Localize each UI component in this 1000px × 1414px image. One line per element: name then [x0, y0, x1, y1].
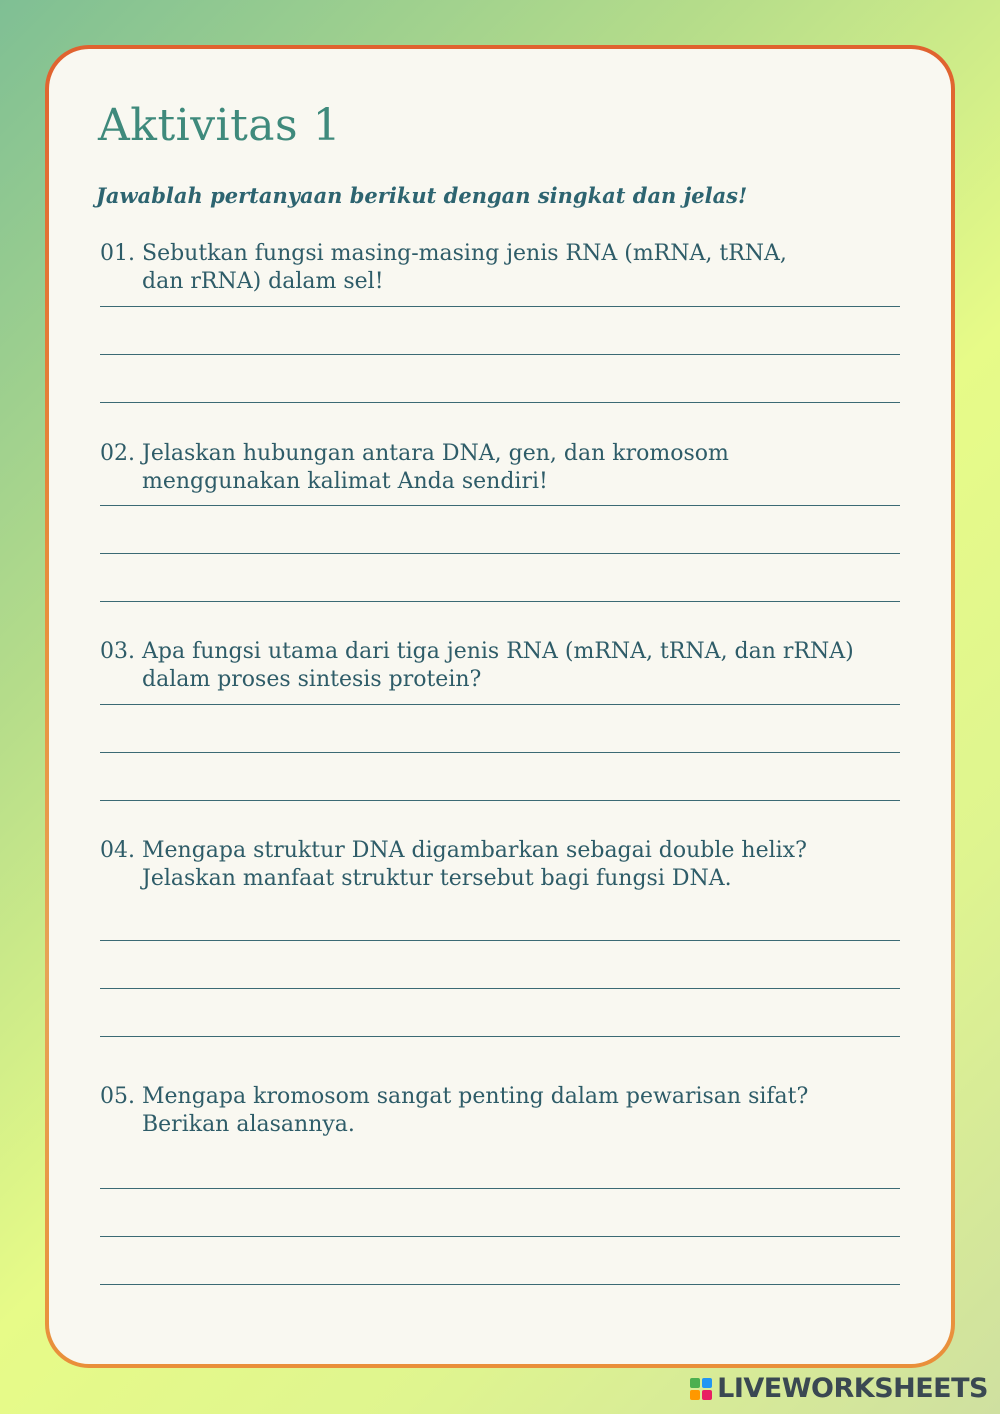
question-text: Sebutkan fungsi masing-masing jenis RNA (mRNA, tRNA, dan rRNA) dalam sel!: [142, 241, 787, 294]
question-number: 02.: [100, 441, 135, 466]
question-2: [100, 440, 900, 496]
question-number: 05.: [100, 1084, 135, 1109]
question-3: [100, 638, 900, 694]
answer-line[interactable]: [100, 800, 900, 801]
question-number: 04.: [100, 838, 135, 863]
answer-line[interactable]: [100, 306, 900, 307]
answer-line[interactable]: [100, 505, 900, 506]
answer-line[interactable]: [100, 988, 900, 989]
question-1: [100, 240, 900, 296]
answer-line[interactable]: [100, 601, 900, 602]
instruction-text: Jawablah pertanyaan berikut dengan singkat dan jelas!: [96, 183, 748, 208]
question-text: Jelaskan hubungan antara DNA, gen, dan kromosom menggunakan kalimat Anda sendiri!: [142, 441, 729, 494]
answer-line[interactable]: [100, 704, 900, 705]
question-5: [100, 1083, 900, 1139]
answer-line[interactable]: [100, 752, 900, 753]
answer-line[interactable]: [100, 1036, 900, 1037]
question-4: [100, 837, 900, 893]
question-text: Mengapa struktur DNA digambarkan sebagai double helix? Jelaskan manfaat struktur tersebut bagi fungsi DNA.: [142, 838, 807, 891]
answer-line[interactable]: [100, 1284, 900, 1285]
liveworksheets-brand[interactable]: [690, 1373, 988, 1404]
liveworksheets-logo-icon: [690, 1378, 712, 1400]
answer-line[interactable]: [100, 354, 900, 355]
answer-line[interactable]: [100, 1236, 900, 1237]
page-title: Aktivitas 1: [98, 100, 342, 151]
question-number: 03.: [100, 639, 135, 664]
question-text: Apa fungsi utama dari tiga jenis RNA (mRNA, tRNA, dan rRNA) dalam proses sintesis protein?: [142, 639, 854, 692]
answer-line[interactable]: [100, 1188, 900, 1189]
answer-line[interactable]: [100, 402, 900, 403]
answer-line[interactable]: [100, 553, 900, 554]
question-number: 01.: [100, 241, 135, 266]
answer-line[interactable]: [100, 940, 900, 941]
question-text: Mengapa kromosom sangat penting dalam pewarisan sifat? Berikan alasannya.: [142, 1084, 809, 1137]
brand-name: LIVEWORKSHEETS: [717, 1373, 988, 1404]
